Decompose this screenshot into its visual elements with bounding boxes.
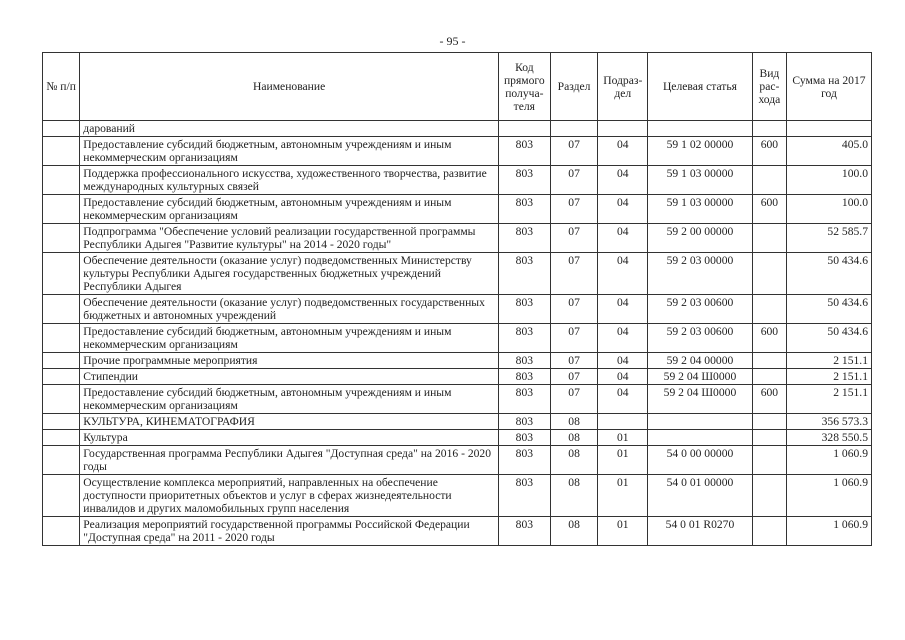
cell-section: 08 bbox=[550, 430, 598, 446]
table-row bbox=[43, 475, 872, 517]
cell-code: 803 bbox=[498, 195, 550, 224]
header-name: Наименование bbox=[80, 53, 499, 121]
cell-sum: 100.0 bbox=[786, 166, 871, 195]
cell-sum: 405.0 bbox=[786, 137, 871, 166]
cell-name: Культура bbox=[80, 430, 499, 446]
cell-name: Подпрограмма "Обеспечение условий реализации государственной программы Республики Адыгея "Развитие культуры" на 2014 - 2020 годы" bbox=[80, 224, 499, 253]
cell-sum: 52 585.7 bbox=[786, 224, 871, 253]
cell-target: 59 2 00 00000 bbox=[648, 224, 753, 253]
cell-target: 54 0 01 00000 bbox=[648, 475, 753, 517]
cell-name: дарований bbox=[80, 121, 499, 137]
cell-target bbox=[648, 430, 753, 446]
cell-code bbox=[498, 121, 550, 137]
cell-code: 803 bbox=[498, 414, 550, 430]
cell-expense-type bbox=[752, 430, 786, 446]
cell-sum: 50 434.6 bbox=[786, 253, 871, 295]
cell-expense-type bbox=[752, 224, 786, 253]
cell-name: Стипендии bbox=[80, 369, 499, 385]
cell-target: 59 1 02 00000 bbox=[648, 137, 753, 166]
cell-section: 07 bbox=[550, 224, 598, 253]
cell-sum: 100.0 bbox=[786, 195, 871, 224]
cell-subsection: 01 bbox=[598, 446, 648, 475]
cell-target: 59 1 03 00000 bbox=[648, 166, 753, 195]
cell-section: 08 bbox=[550, 517, 598, 546]
cell-target: 54 0 00 00000 bbox=[648, 446, 753, 475]
cell-expense-type bbox=[752, 353, 786, 369]
cell-name: Поддержка профессионального искусства, художественного творчества, развитие международных культурных связей bbox=[80, 166, 499, 195]
cell-name: Обеспечение деятельности (оказание услуг) подведомственных Министерству культуры Республики Адыгея государственных бюджетных учреждений Республики Адыгея bbox=[80, 253, 499, 295]
cell-subsection: 04 bbox=[598, 224, 648, 253]
cell-code: 803 bbox=[498, 324, 550, 353]
cell-target: 59 2 04 Ш0000 bbox=[648, 385, 753, 414]
cell-code: 803 bbox=[498, 475, 550, 517]
cell-sum: 2 151.1 bbox=[786, 385, 871, 414]
cell-section: 07 bbox=[550, 324, 598, 353]
cell-num bbox=[43, 253, 80, 295]
cell-num bbox=[43, 414, 80, 430]
table-header-row bbox=[43, 53, 872, 121]
cell-code: 803 bbox=[498, 224, 550, 253]
cell-target: 54 0 01 R0270 bbox=[648, 517, 753, 546]
cell-name: Реализация мероприятий государственной программы Российской Федерации "Доступная среда" на 2011 - 2020 годы bbox=[80, 517, 499, 546]
cell-sum: 1 060.9 bbox=[786, 517, 871, 546]
cell-expense-type bbox=[752, 414, 786, 430]
cell-target bbox=[648, 414, 753, 430]
header-subsection: Подраз-дел bbox=[598, 53, 648, 121]
cell-expense-type: 600 bbox=[752, 137, 786, 166]
cell-code: 803 bbox=[498, 295, 550, 324]
cell-subsection: 04 bbox=[598, 385, 648, 414]
cell-section: 08 bbox=[550, 446, 598, 475]
cell-expense-type: 600 bbox=[752, 385, 786, 414]
cell-num bbox=[43, 195, 80, 224]
cell-sum: 50 434.6 bbox=[786, 295, 871, 324]
cell-name: Государственная программа Республики Адыгея "Доступная среда" на 2016 - 2020 годы bbox=[80, 446, 499, 475]
cell-num bbox=[43, 475, 80, 517]
table-row bbox=[43, 385, 872, 414]
cell-num bbox=[43, 121, 80, 137]
cell-code: 803 bbox=[498, 385, 550, 414]
cell-target: 59 2 03 00600 bbox=[648, 324, 753, 353]
cell-subsection: 01 bbox=[598, 430, 648, 446]
cell-expense-type bbox=[752, 253, 786, 295]
cell-sum bbox=[786, 121, 871, 137]
cell-num bbox=[43, 369, 80, 385]
cell-name: Предоставление субсидий бюджетным, автономным учреждениям и иным некоммерческим организациям bbox=[80, 137, 499, 166]
cell-num bbox=[43, 446, 80, 475]
cell-num bbox=[43, 166, 80, 195]
cell-expense-type: 600 bbox=[752, 195, 786, 224]
cell-section: 07 bbox=[550, 253, 598, 295]
header-target: Целевая статья bbox=[648, 53, 753, 121]
cell-code: 803 bbox=[498, 369, 550, 385]
header-num: № п/п bbox=[43, 53, 80, 121]
cell-name: Предоставление субсидий бюджетным, автономным учреждениям и иным некоммерческим организациям bbox=[80, 385, 499, 414]
cell-target: 59 2 04 00000 bbox=[648, 353, 753, 369]
cell-num bbox=[43, 353, 80, 369]
cell-subsection: 04 bbox=[598, 195, 648, 224]
table-row bbox=[43, 137, 872, 166]
cell-expense-type bbox=[752, 166, 786, 195]
table-row bbox=[43, 166, 872, 195]
cell-section: 07 bbox=[550, 385, 598, 414]
cell-subsection: 04 bbox=[598, 369, 648, 385]
table-row bbox=[43, 195, 872, 224]
table-row bbox=[43, 414, 872, 430]
cell-num bbox=[43, 295, 80, 324]
cell-name: Предоставление субсидий бюджетным, автономным учреждениям и иным некоммерческим организациям bbox=[80, 324, 499, 353]
cell-code: 803 bbox=[498, 166, 550, 195]
table-row bbox=[43, 353, 872, 369]
cell-num bbox=[43, 430, 80, 446]
table-row bbox=[43, 253, 872, 295]
cell-expense-type bbox=[752, 121, 786, 137]
cell-code: 803 bbox=[498, 430, 550, 446]
cell-sum: 2 151.1 bbox=[786, 353, 871, 369]
table-row bbox=[43, 517, 872, 546]
cell-code: 803 bbox=[498, 137, 550, 166]
table-row bbox=[43, 324, 872, 353]
cell-subsection bbox=[598, 121, 648, 137]
cell-subsection: 01 bbox=[598, 517, 648, 546]
cell-subsection: 04 bbox=[598, 324, 648, 353]
cell-num bbox=[43, 517, 80, 546]
cell-expense-type bbox=[752, 475, 786, 517]
cell-target: 59 2 04 Ш0000 bbox=[648, 369, 753, 385]
cell-code: 803 bbox=[498, 353, 550, 369]
cell-section: 07 bbox=[550, 195, 598, 224]
cell-section: 07 bbox=[550, 353, 598, 369]
cell-sum: 1 060.9 bbox=[786, 446, 871, 475]
cell-expense-type bbox=[752, 369, 786, 385]
cell-num bbox=[43, 224, 80, 253]
cell-num bbox=[43, 385, 80, 414]
cell-code: 803 bbox=[498, 517, 550, 546]
cell-section: 07 bbox=[550, 295, 598, 324]
cell-subsection: 04 bbox=[598, 137, 648, 166]
table-row bbox=[43, 369, 872, 385]
header-code: Код прямого получа-теля bbox=[498, 53, 550, 121]
cell-expense-type bbox=[752, 517, 786, 546]
cell-sum: 356 573.3 bbox=[786, 414, 871, 430]
cell-sum: 50 434.6 bbox=[786, 324, 871, 353]
cell-code: 803 bbox=[498, 253, 550, 295]
cell-expense-type bbox=[752, 446, 786, 475]
cell-name: Осуществление комплекса мероприятий, направленных на обеспечение доступности приоритетных объектов и услуг в сферах жизнедеятельности инвалидов и других маломобильных групп населения bbox=[80, 475, 499, 517]
cell-subsection: 04 bbox=[598, 295, 648, 324]
page-number: - 95 - bbox=[439, 34, 466, 48]
cell-expense-type: 600 bbox=[752, 324, 786, 353]
cell-expense-type bbox=[752, 295, 786, 324]
cell-section: 08 bbox=[550, 475, 598, 517]
cell-sum: 328 550.5 bbox=[786, 430, 871, 446]
cell-section bbox=[550, 121, 598, 137]
cell-name: Прочие программные мероприятия bbox=[80, 353, 499, 369]
cell-subsection: 01 bbox=[598, 475, 648, 517]
cell-target bbox=[648, 121, 753, 137]
header-section: Раздел bbox=[550, 53, 598, 121]
cell-section: 07 bbox=[550, 369, 598, 385]
cell-subsection: 04 bbox=[598, 253, 648, 295]
cell-sum: 1 060.9 bbox=[786, 475, 871, 517]
header-sum: Сумма на 2017 год bbox=[786, 53, 871, 121]
table-row bbox=[43, 295, 872, 324]
table-row bbox=[43, 224, 872, 253]
table-row bbox=[43, 430, 872, 446]
cell-name: КУЛЬТУРА, КИНЕМАТОГРАФИЯ bbox=[80, 414, 499, 430]
cell-subsection: 04 bbox=[598, 166, 648, 195]
cell-section: 08 bbox=[550, 414, 598, 430]
cell-target: 59 2 03 00000 bbox=[648, 253, 753, 295]
header-expense-type: Вид рас-хода bbox=[752, 53, 786, 121]
budget-table bbox=[42, 52, 872, 546]
cell-name: Обеспечение деятельности (оказание услуг) подведомственных государственных бюджетных и автономных учреждений bbox=[80, 295, 499, 324]
cell-section: 07 bbox=[550, 166, 598, 195]
cell-code: 803 bbox=[498, 446, 550, 475]
cell-section: 07 bbox=[550, 137, 598, 166]
cell-subsection: 04 bbox=[598, 353, 648, 369]
cell-target: 59 2 03 00600 bbox=[648, 295, 753, 324]
cell-name: Предоставление субсидий бюджетным, автономным учреждениям и иным некоммерческим организациям bbox=[80, 195, 499, 224]
cell-sum: 2 151.1 bbox=[786, 369, 871, 385]
cell-num bbox=[43, 137, 80, 166]
table-row bbox=[43, 121, 872, 137]
table-row bbox=[43, 446, 872, 475]
cell-subsection bbox=[598, 414, 648, 430]
cell-num bbox=[43, 324, 80, 353]
cell-target: 59 1 03 00000 bbox=[648, 195, 753, 224]
